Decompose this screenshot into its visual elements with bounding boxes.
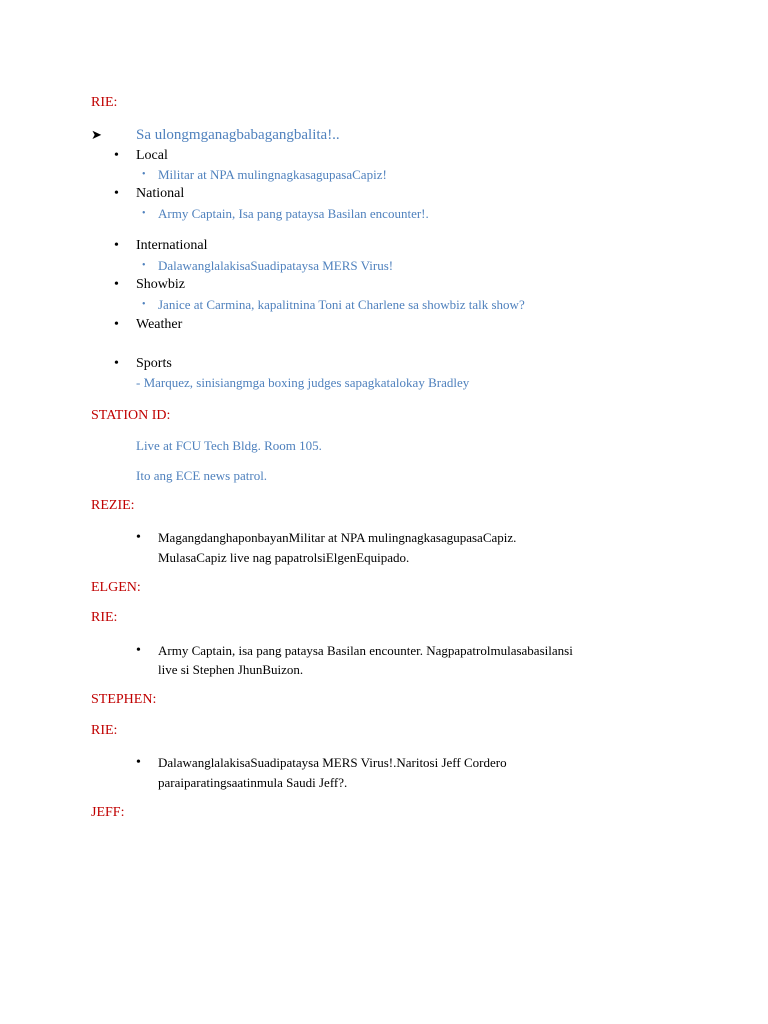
rie3-line-2: paraiparatingsaatinmula Saudi Jeff?. xyxy=(158,775,348,790)
headline-national: • Army Captain, Isa pang pataysa Basilan encounter!. xyxy=(158,205,429,223)
rie2-line-2: live si Stephen JhunBuizon. xyxy=(158,662,304,677)
category-national: • National xyxy=(136,185,184,203)
headline-sports: - Marquez, sinisiangmga boxing judges sapagkatalokay Bradley xyxy=(136,375,470,390)
speaker-label-rie-2: RIE: xyxy=(91,610,118,625)
rezie-line-2: MulasaCapiz live nag papatrolsiElgenEquipado. xyxy=(158,550,410,565)
rie3-line-1: • DalawanglalakisaSuadipataysa MERS Virus!.Naritosi Jeff Cordero xyxy=(158,754,507,772)
speaker-label-elgen: ELGEN: xyxy=(91,580,141,595)
category-showbiz: • Showbiz xyxy=(136,276,185,294)
headline-showbiz: • Janice at Carmina, kapalitnina Toni at Charlene sa showbiz talk show? xyxy=(158,296,525,314)
speaker-label-jeff: JEFF: xyxy=(91,805,125,820)
speaker-label-station-id: STATION ID: xyxy=(91,408,171,423)
arrow-bullet-icon: ➤ xyxy=(91,127,102,142)
speaker-label-rie: RIE: xyxy=(91,95,118,110)
headline-intro: Sa ulongmganagbabagangbalita!.. xyxy=(136,127,340,143)
station-id-line-1: Live at FCU Tech Bldg. Room 105. xyxy=(136,438,322,453)
category-local: • Local xyxy=(136,147,168,165)
headline-international: • DalawanglalakisaSuadipataysa MERS Virus! xyxy=(158,257,393,275)
speaker-label-rie-3: RIE: xyxy=(91,723,118,738)
speaker-label-stephen: STEPHEN: xyxy=(91,692,157,707)
category-sports: • Sports xyxy=(136,355,172,373)
category-weather: • Weather xyxy=(136,316,182,334)
station-id-line-2: Ito ang ECE news patrol. xyxy=(136,468,268,483)
headline-local: • Militar at NPA mulingnagkasagupasaCapiz! xyxy=(158,166,387,184)
speaker-label-rezie: REZIE: xyxy=(91,498,135,513)
rie2-line-1: • Army Captain, isa pang pataysa Basilan encounter. Nagpapatrolmulasabasilansi xyxy=(158,642,573,660)
rezie-line-1: • MagangdanghaponbayanMilitar at NPA mulingnagkasagupasaCapiz. xyxy=(158,529,516,547)
category-international: • International xyxy=(136,237,208,255)
